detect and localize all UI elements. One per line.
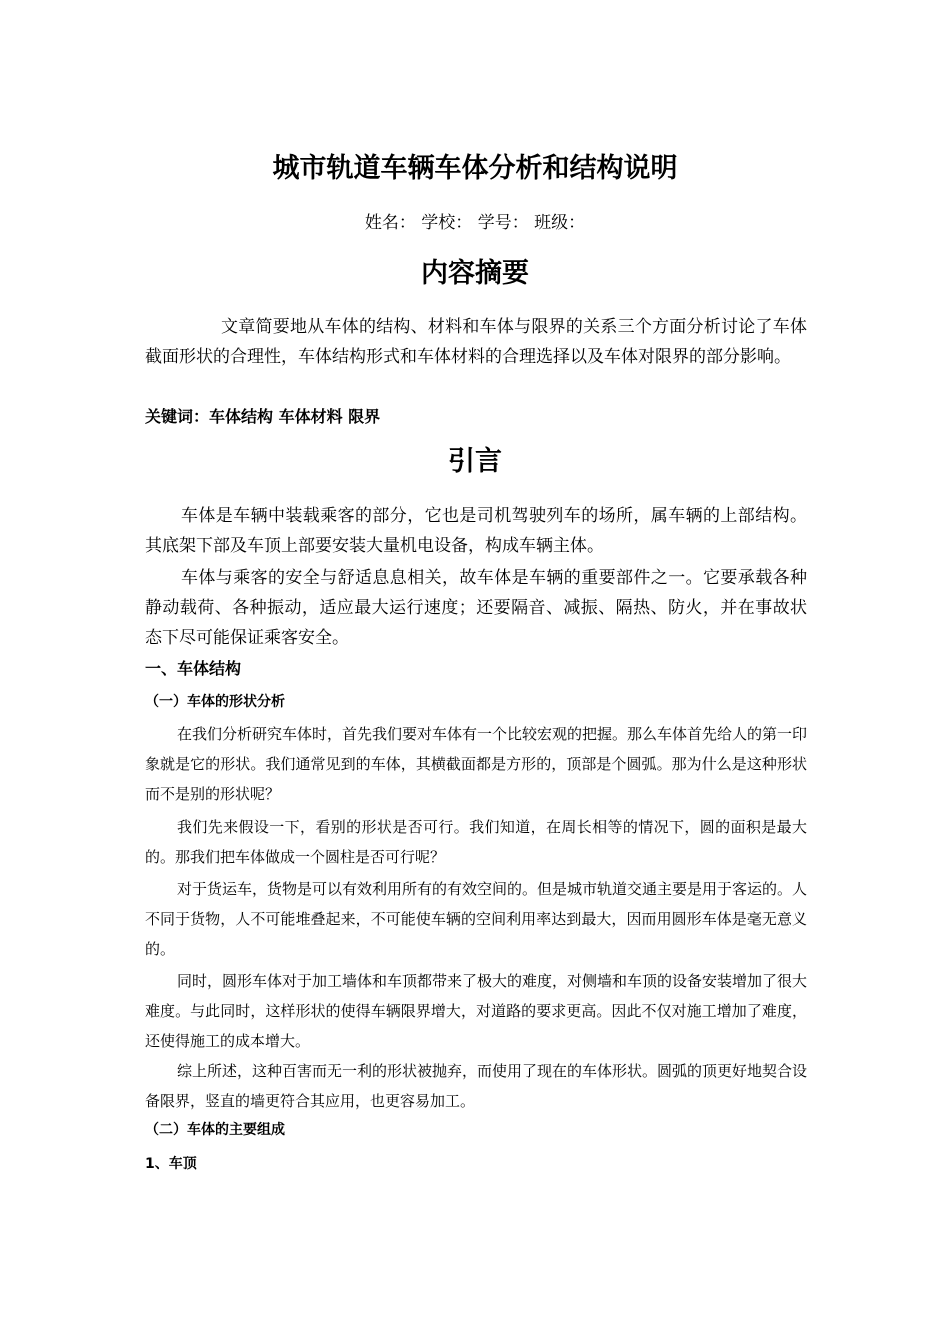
item-heading: 1、车顶 <box>145 1156 197 1172</box>
intro-heading: 引言 <box>448 446 502 477</box>
abstract-paragraph: 文章简要地从车体的结构、材料和车体与限界的关系三个方面分析讨论了车体截面形状的合理性，车体结构形式和车体材料的合理选择以及车体对限界的部分影响。 <box>145 317 807 367</box>
subsection-heading: （二）车体的主要组成 <box>145 1122 285 1138</box>
subsection-heading: （一）车体的形状分析 <box>145 694 285 710</box>
abstract-heading: 内容摘要 <box>421 258 529 289</box>
body-paragraph: 综上所述，这种百害而无一利的形状被抛弃，而使用了现在的车体形状。圆弧的顶更好地契合设备限界，竖直的墙更符合其应用，也更容易加工。 <box>145 1062 808 1110</box>
body-paragraph: 同时，圆形车体对于加工墙体和车顶都带来了极大的难度，对侧墙和车顶的设备安装增加了很大难度。与此同时，这样形状的使得车辆限界增大，对道路的要求更高。因此不仅对施工增加了难度，还使得施工的成本增大。 <box>145 972 808 1050</box>
document-title: 城市轨道车辆车体分析和结构说明 <box>272 153 678 184</box>
intro-paragraph: 车体与乘客的安全与舒适息息相关，故车体是车辆的重要部件之一。它要承载各种静动载荷、各种振动，适应最大运行速度；还要隔音、减振、隔热、防火，并在事故状态下尽可能保证乘客安全。 <box>145 568 807 648</box>
intro-paragraph: 车体是车辆中装载乘客的部分，它也是司机驾驶列车的场所，属车辆的上部结构。其底架下部及车顶上部要安装大量机电设备，构成车辆主体。 <box>145 506 807 556</box>
body-paragraph: 在我们分析研究车体时，首先我们要对车体有一个比较宏观的把握。那么车体首先给人的第一印象就是它的形状。我们通常见到的车体，其横截面都是方形的，顶部是个圆弧。那为什么是这种形状而不是别的形状呢？ <box>145 725 808 803</box>
keywords-line: 关键词：车体结构 车体材料 限界 <box>145 407 381 426</box>
body-paragraph: 我们先来假设一下，看别的形状是否可行。我们知道，在周长相等的情况下，圆的面积是最大的。那我们把车体做成一个圆柱是否可行呢？ <box>145 818 807 866</box>
author-byline: 姓名： 学校： 学号： 班级： <box>364 213 586 233</box>
section-heading: 一、车体结构 <box>145 659 242 678</box>
body-paragraph: 对于货运车，货物是可以有效利用所有的有效空间的。但是城市轨道交通主要是用于客运的。人不同于货物，人不可能堆叠起来，不可能使车辆的空间利用率达到最大，因而用圆形车体是毫无意义的。 <box>145 880 808 958</box>
